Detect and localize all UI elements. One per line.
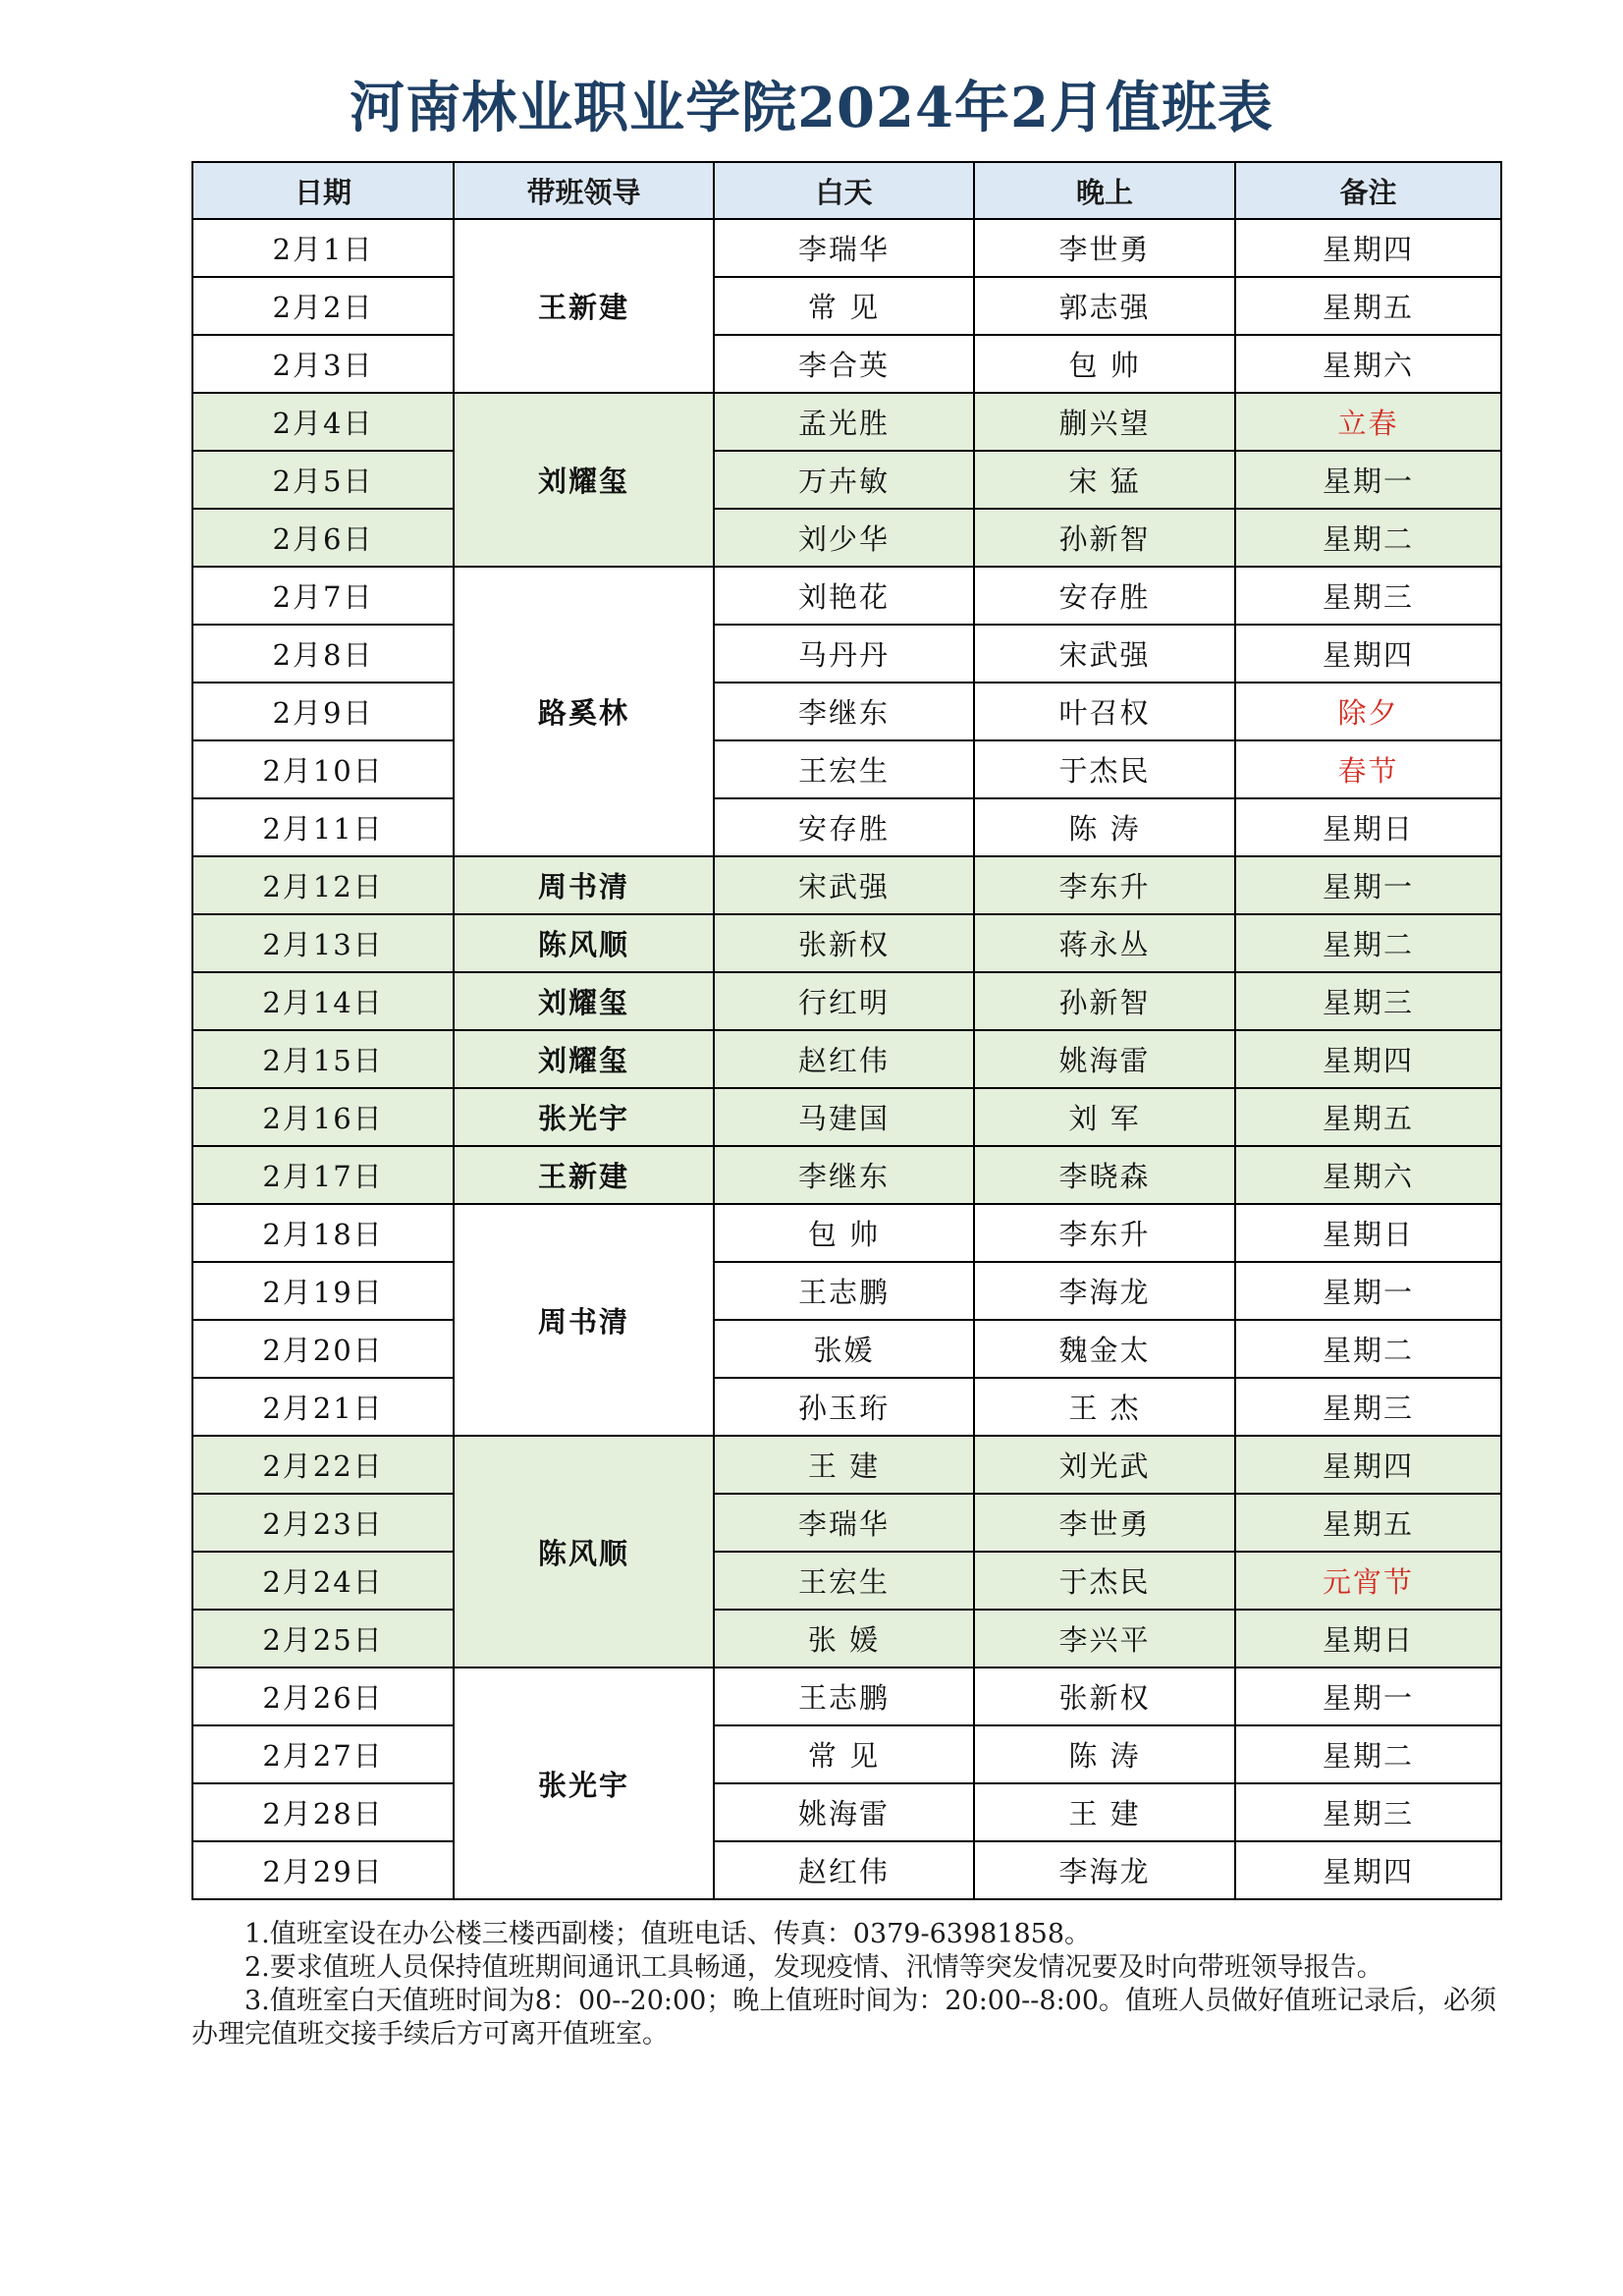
remarks-cell: 星期二 — [1235, 914, 1501, 972]
table-row — [192, 393, 1501, 451]
leader-cell: 王新建 — [454, 219, 714, 393]
date-cell: 2月17日 — [192, 1146, 454, 1204]
night-shift-cell: 李世勇 — [974, 219, 1235, 277]
night-shift-cell: 李海龙 — [974, 1841, 1235, 1899]
note-item: 2.要求值班人员保持值班期间通讯工具畅通，发现疫情、汛情等突发情况要及时向带班领导报告。 — [244, 1952, 1383, 1983]
remarks-cell: 立春 — [1235, 393, 1501, 451]
night-shift-cell: 李东升 — [974, 856, 1235, 914]
table-row — [192, 1667, 1501, 1725]
remarks-cell: 元宵节 — [1235, 1552, 1501, 1610]
night-shift-cell: 蒋永丛 — [974, 914, 1235, 972]
remarks-cell: 星期四 — [1235, 625, 1501, 683]
day-shift-cell: 安存胜 — [714, 798, 974, 856]
night-shift-cell: 王 杰 — [974, 1378, 1235, 1436]
date-cell: 2月6日 — [192, 509, 454, 567]
day-shift-cell: 张 媛 — [714, 1610, 974, 1667]
date-cell: 2月20日 — [192, 1320, 454, 1378]
table-row — [192, 798, 1501, 856]
date-cell: 2月23日 — [192, 1494, 454, 1552]
table-row — [192, 1436, 1501, 1494]
table-row — [192, 1146, 1501, 1204]
remarks-cell: 星期一 — [1235, 856, 1501, 914]
day-shift-cell: 王志鹏 — [714, 1262, 974, 1320]
leader-cell: 路奚林 — [454, 567, 714, 856]
day-shift-cell: 王 建 — [714, 1436, 974, 1494]
table-row — [192, 1088, 1501, 1146]
table-row — [192, 1494, 1501, 1552]
date-cell: 2月26日 — [192, 1667, 454, 1725]
remarks-cell: 星期三 — [1235, 1783, 1501, 1841]
remarks-cell: 星期二 — [1235, 1725, 1501, 1783]
remarks-cell: 春节 — [1235, 740, 1501, 798]
day-shift-cell: 王宏生 — [714, 740, 974, 798]
night-shift-cell: 孙新智 — [974, 972, 1235, 1030]
date-cell: 2月19日 — [192, 1262, 454, 1320]
table-row — [192, 972, 1501, 1030]
date-cell: 2月2日 — [192, 277, 454, 335]
night-shift-cell: 宋 猛 — [974, 451, 1235, 509]
remarks-cell: 星期五 — [1235, 1494, 1501, 1552]
remarks-cell: 星期六 — [1235, 335, 1501, 393]
date-cell: 2月13日 — [192, 914, 454, 972]
leader-cell: 刘耀玺 — [454, 1030, 714, 1088]
leader-cell: 张光宇 — [454, 1088, 714, 1146]
night-shift-cell: 刘 军 — [974, 1088, 1235, 1146]
note-item: 1.值班室设在办公楼三楼西副楼；值班电话、传真：0379-63981858。 — [244, 1919, 1092, 1949]
remarks-cell: 星期四 — [1235, 1436, 1501, 1494]
date-cell: 2月29日 — [192, 1841, 454, 1899]
remarks-cell: 除夕 — [1235, 683, 1501, 740]
table-row — [192, 1783, 1501, 1841]
date-cell: 2月14日 — [192, 972, 454, 1030]
day-shift-cell: 李合英 — [714, 335, 974, 393]
night-shift-cell: 李晓森 — [974, 1146, 1235, 1204]
leader-cell: 周书清 — [454, 856, 714, 914]
remarks-cell: 星期二 — [1235, 1320, 1501, 1378]
table-row — [192, 1841, 1501, 1899]
date-cell: 2月15日 — [192, 1030, 454, 1088]
date-cell: 2月4日 — [192, 393, 454, 451]
date-cell: 2月24日 — [192, 1552, 454, 1610]
remarks-cell: 星期日 — [1235, 1204, 1501, 1262]
remarks-cell: 星期三 — [1235, 567, 1501, 625]
night-shift-cell: 李兴平 — [974, 1610, 1235, 1667]
remarks-cell: 星期日 — [1235, 1610, 1501, 1667]
column-header-leader: 带班领导 — [454, 162, 714, 219]
table-header-row — [192, 162, 1501, 219]
night-shift-cell: 李海龙 — [974, 1262, 1235, 1320]
day-shift-cell: 常 见 — [714, 1725, 974, 1783]
day-shift-cell: 王宏生 — [714, 1552, 974, 1610]
date-cell: 2月9日 — [192, 683, 454, 740]
remarks-cell: 星期一 — [1235, 1262, 1501, 1320]
day-shift-cell: 王志鹏 — [714, 1667, 974, 1725]
date-cell: 2月5日 — [192, 451, 454, 509]
table-row — [192, 740, 1501, 798]
date-cell: 2月22日 — [192, 1436, 454, 1494]
table-row — [192, 1320, 1501, 1378]
night-shift-cell: 陈 涛 — [974, 798, 1235, 856]
table-row — [192, 914, 1501, 972]
remarks-cell: 星期六 — [1235, 1146, 1501, 1204]
date-cell: 2月27日 — [192, 1725, 454, 1783]
day-shift-cell: 马建国 — [714, 1088, 974, 1146]
date-cell: 2月10日 — [192, 740, 454, 798]
night-shift-cell: 宋武强 — [974, 625, 1235, 683]
day-shift-cell: 赵红伟 — [714, 1030, 974, 1088]
remarks-cell: 星期四 — [1235, 219, 1501, 277]
column-header-remarks: 备注 — [1235, 162, 1501, 219]
night-shift-cell: 魏金太 — [974, 1320, 1235, 1378]
column-header-day-shift: 白天 — [714, 162, 974, 219]
night-shift-cell: 李世勇 — [974, 1494, 1235, 1552]
night-shift-cell: 刘光武 — [974, 1436, 1235, 1494]
date-cell: 2月16日 — [192, 1088, 454, 1146]
remarks-cell: 星期四 — [1235, 1030, 1501, 1088]
day-shift-cell: 张新权 — [714, 914, 974, 972]
page-title: 河南林业职业学院2024年2月值班表 — [350, 76, 1273, 140]
night-shift-cell: 王 建 — [974, 1783, 1235, 1841]
day-shift-cell: 孙玉珩 — [714, 1378, 974, 1436]
table-row — [192, 509, 1501, 567]
day-shift-cell: 赵红伟 — [714, 1841, 974, 1899]
notes-section — [191, 1918, 1507, 2051]
day-shift-cell: 李瑞华 — [714, 219, 974, 277]
day-shift-cell: 行红明 — [714, 972, 974, 1030]
leader-cell: 刘耀玺 — [454, 393, 714, 567]
night-shift-cell: 蒯兴望 — [974, 393, 1235, 451]
night-shift-cell: 郭志强 — [974, 277, 1235, 335]
table-row — [192, 1552, 1501, 1610]
table-row — [192, 567, 1501, 625]
night-shift-cell: 陈 涛 — [974, 1725, 1235, 1783]
table-row — [192, 1378, 1501, 1436]
leader-cell: 张光宇 — [454, 1667, 714, 1899]
duty-table — [191, 161, 1502, 1900]
date-cell: 2月18日 — [192, 1204, 454, 1262]
table-row — [192, 219, 1501, 277]
table-row — [192, 625, 1501, 683]
remarks-cell: 星期一 — [1235, 1667, 1501, 1725]
day-shift-cell: 刘少华 — [714, 509, 974, 567]
leader-cell: 周书清 — [454, 1204, 714, 1436]
remarks-cell: 星期日 — [1235, 798, 1501, 856]
table-row — [192, 335, 1501, 393]
day-shift-cell: 包 帅 — [714, 1204, 974, 1262]
column-header-date: 日期 — [192, 162, 454, 219]
day-shift-cell: 姚海雷 — [714, 1783, 974, 1841]
column-header-night-shift: 晚上 — [974, 162, 1235, 219]
remarks-cell: 星期二 — [1235, 509, 1501, 567]
date-cell: 2月7日 — [192, 567, 454, 625]
day-shift-cell: 刘艳花 — [714, 567, 974, 625]
table-row — [192, 1030, 1501, 1088]
table-row — [192, 683, 1501, 740]
remarks-cell: 星期三 — [1235, 1378, 1501, 1436]
remarks-cell: 星期三 — [1235, 972, 1501, 1030]
table-row — [192, 277, 1501, 335]
day-shift-cell: 宋武强 — [714, 856, 974, 914]
table-row — [192, 1725, 1501, 1783]
table-row — [192, 1262, 1501, 1320]
remarks-cell: 星期五 — [1235, 277, 1501, 335]
night-shift-cell: 姚海雷 — [974, 1030, 1235, 1088]
date-cell: 2月11日 — [192, 798, 454, 856]
day-shift-cell: 马丹丹 — [714, 625, 974, 683]
table-row — [192, 1610, 1501, 1667]
date-cell: 2月8日 — [192, 625, 454, 683]
night-shift-cell: 安存胜 — [974, 567, 1235, 625]
leader-cell: 王新建 — [454, 1146, 714, 1204]
leader-cell: 陈风顺 — [454, 1436, 714, 1667]
date-cell: 2月3日 — [192, 335, 454, 393]
day-shift-cell: 常 见 — [714, 277, 974, 335]
remarks-cell: 星期五 — [1235, 1088, 1501, 1146]
table-body — [192, 219, 1501, 1899]
remarks-cell: 星期一 — [1235, 451, 1501, 509]
night-shift-cell: 李东升 — [974, 1204, 1235, 1262]
leader-cell: 刘耀玺 — [454, 972, 714, 1030]
day-shift-cell: 李瑞华 — [714, 1494, 974, 1552]
date-cell: 2月25日 — [192, 1610, 454, 1667]
table-row — [192, 856, 1501, 914]
day-shift-cell: 李继东 — [714, 683, 974, 740]
day-shift-cell: 李继东 — [714, 1146, 974, 1204]
night-shift-cell: 孙新智 — [974, 509, 1235, 567]
note-item: 3.值班室白天值班时间为8：00--20:00；晚上值班时间为：20:00--8:00。值班人员做好值班记录后，必须办理完值班交接手续后方可离开值班室。 — [191, 1986, 1497, 2050]
date-cell: 2月1日 — [192, 219, 454, 277]
night-shift-cell: 叶召权 — [974, 683, 1235, 740]
day-shift-cell: 万卉敏 — [714, 451, 974, 509]
night-shift-cell: 包 帅 — [974, 335, 1235, 393]
date-cell: 2月21日 — [192, 1378, 454, 1436]
night-shift-cell: 张新权 — [974, 1667, 1235, 1725]
table-row — [192, 1204, 1501, 1262]
day-shift-cell: 孟光胜 — [714, 393, 974, 451]
table-row — [192, 451, 1501, 509]
day-shift-cell: 张媛 — [714, 1320, 974, 1378]
night-shift-cell: 于杰民 — [974, 1552, 1235, 1610]
date-cell: 2月12日 — [192, 856, 454, 914]
remarks-cell: 星期四 — [1235, 1841, 1501, 1899]
night-shift-cell: 于杰民 — [974, 740, 1235, 798]
leader-cell: 陈风顺 — [454, 914, 714, 972]
date-cell: 2月28日 — [192, 1783, 454, 1841]
